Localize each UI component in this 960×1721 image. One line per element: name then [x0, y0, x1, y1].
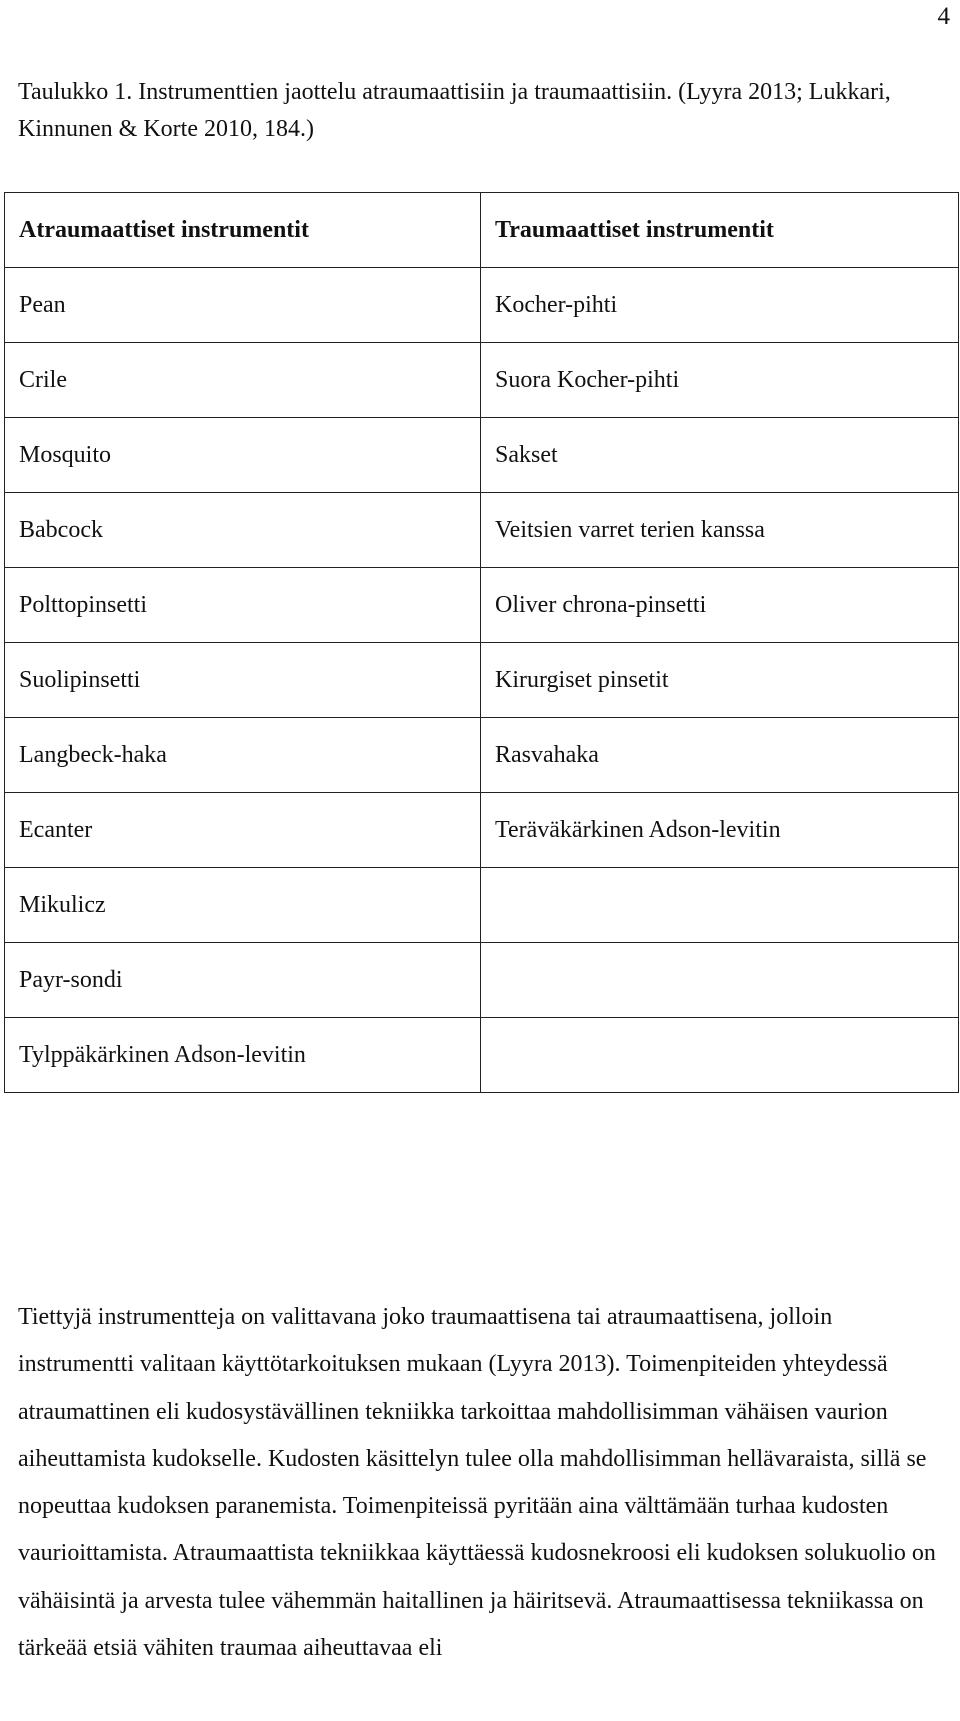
traumatic-cell: Teräväkärkinen Adson-levitin	[481, 793, 959, 868]
table-caption: Taulukko 1. Instrumenttien jaottelu atraumaattisiin ja traumaattisiin. (Lyyra 2013; Lukkari, Kinnunen & Korte 2010, 184.)	[18, 79, 891, 142]
table-row	[5, 268, 959, 343]
atraumatic-cell: Crile	[5, 343, 481, 418]
table-row	[5, 943, 959, 1018]
table-row	[5, 643, 959, 718]
traumatic-cell: Kocher-pihti	[481, 268, 959, 343]
atraumatic-cell: Pean	[5, 268, 481, 343]
traumatic-cell-empty	[481, 943, 959, 1018]
table-header	[5, 193, 959, 268]
atraumatic-cell: Babcock	[5, 493, 481, 568]
table-row	[5, 568, 959, 643]
traumatic-cell: Rasvahaka	[481, 718, 959, 793]
table-row	[5, 343, 959, 418]
table-row	[5, 718, 959, 793]
table-body	[5, 268, 959, 1093]
traumatic-cell: Suora Kocher-pihti	[481, 343, 959, 418]
header-row	[5, 193, 959, 268]
traumatic-cell: Veitsien varret terien kanssa	[481, 493, 959, 568]
atraumatic-cell: Tylppäkärkinen Adson-levitin	[5, 1018, 481, 1093]
traumatic-cell-empty	[481, 1018, 959, 1093]
atraumatic-cell: Langbeck-haka	[5, 718, 481, 793]
table-row	[5, 493, 959, 568]
header-atraumatic: Atraumaattiset instrumentit	[5, 193, 481, 268]
atraumatic-cell: Ecanter	[5, 793, 481, 868]
atraumatic-cell: Mosquito	[5, 418, 481, 493]
instrument-table	[4, 192, 959, 1093]
traumatic-cell: Oliver chrona-pinsetti	[481, 568, 959, 643]
atraumatic-cell: Payr-sondi	[5, 943, 481, 1018]
atraumatic-cell: Suolipinsetti	[5, 643, 481, 718]
table-row	[5, 418, 959, 493]
table-row	[5, 868, 959, 943]
table-row	[5, 793, 959, 868]
traumatic-cell: Sakset	[481, 418, 959, 493]
atraumatic-cell: Polttopinsetti	[5, 568, 481, 643]
traumatic-cell-empty	[481, 868, 959, 943]
atraumatic-cell: Mikulicz	[5, 868, 481, 943]
traumatic-cell: Kirurgiset pinsetit	[481, 643, 959, 718]
body-paragraph: Tiettyjä instrumentteja on valittavana joko traumaattisena tai atraumaattisena, jolloin instrumentti valitaan käyttötarkoituksen mukaan (Lyyra 2013). Toimenpiteiden yhteydessä atraumattinen eli kudosystävällinen tekniikka tarkoittaa mahdollisimman vähäisen vaurion aiheuttamista kudokselle. Kudosten käsittelyn tulee olla mahdollisimman hellävaraista, sillä se nopeuttaa kudoksen paranemista. Toimenpiteissä pyritään aina välttämään turhaa kudosten vaurioittamista. Atraumaattista tekniikkaa käyttäessä kudosnekroosi eli kudoksen solukuolio on vähäisintä ja arvesta tulee vähemmän haitallinen ja häiritsevä. Atraumaattisessa tekniikassa on tärkeää etsiä vähiten traumaa aiheuttavaa eli	[18, 1304, 936, 1662]
page-number: 4	[937, 3, 950, 30]
table-row	[5, 1018, 959, 1093]
header-traumatic: Traumaattiset instrumentit	[481, 193, 959, 268]
